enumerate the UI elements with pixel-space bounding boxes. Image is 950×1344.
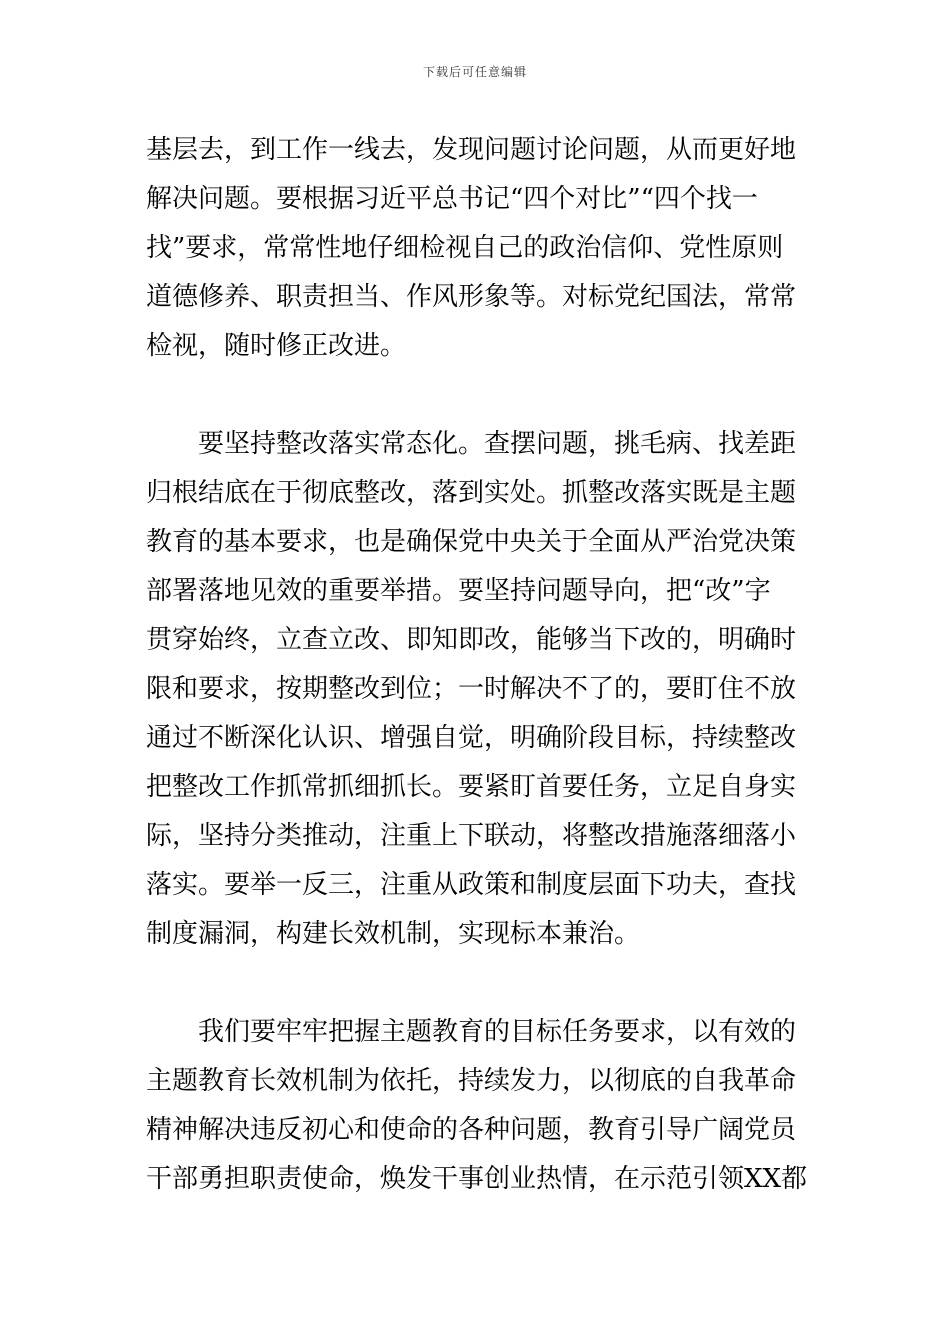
paragraph-spacer <box>146 959 810 1008</box>
text-line: 干部勇担职责使命，焕发干事创业热情，在示范引领XX都 <box>146 1164 808 1194</box>
text-line: 落实。要举一反三，注重从政策和制度层面下功夫，查找 <box>146 870 797 900</box>
paragraph <box>146 1008 810 1204</box>
text-line: 主题教育长效机制为依托，持续发力，以彻底的自我革命 <box>146 1066 797 1096</box>
text-line: 解决问题。要根据习近平总书记“四个对比”“四个找一 <box>146 184 758 214</box>
text-line: 检视，随时修正改进。 <box>146 331 407 361</box>
text-line: 通过不断深化认识、增强自觉，明确阶段目标，持续整改 <box>146 723 797 753</box>
text-line: 精神解决违反初心和使命的各种问题，教育引导广阔党员 <box>146 1115 797 1145</box>
text-line: 找”要求，常常性地仔细检视自己的政治信仰、党性原则 <box>146 233 784 263</box>
text-line: 教育的基本要求，也是确保党中央关于全面从严治党决策 <box>146 527 797 557</box>
text-line: 制度漏洞，构建长效机制，实现标本兼治。 <box>146 919 641 949</box>
paragraph <box>146 420 810 959</box>
text-line: 限和要求，按期整改到位；一时解决不了的，要盯住不放 <box>146 674 797 704</box>
text-line: 要坚持整改落实常态化。查摆问题，挑毛病、找差距 <box>146 429 797 459</box>
paragraph-spacer <box>146 371 810 420</box>
text-line: 部署落地见效的重要举措。要坚持问题导向，把“改”字 <box>146 576 771 606</box>
text-line: 归根结底在于彻底整改，落到实处。抓整改落实既是主题 <box>146 478 797 508</box>
text-line: 把整改工作抓常抓细抓长。要紧盯首要任务，立足自身实 <box>146 772 797 802</box>
text-line: 道德修养、职责担当、作风形象等。对标党纪国法，常常 <box>146 282 797 312</box>
text-line: 我们要牢牢把握主题教育的目标任务要求，以有效的 <box>146 1017 797 1047</box>
page-header-note: 下载后可任意编辑 <box>422 65 527 79</box>
document-body <box>146 126 810 1204</box>
text-line: 际，坚持分类推动，注重上下联动，将整改措施落细落小 <box>146 821 797 851</box>
paragraph <box>146 126 810 371</box>
text-line: 贯穿始终，立查立改、即知即改，能够当下改的，明确时 <box>146 625 797 655</box>
text-line: 基层去，到工作一线去，发现问题讨论问题，从而更好地 <box>146 135 797 165</box>
